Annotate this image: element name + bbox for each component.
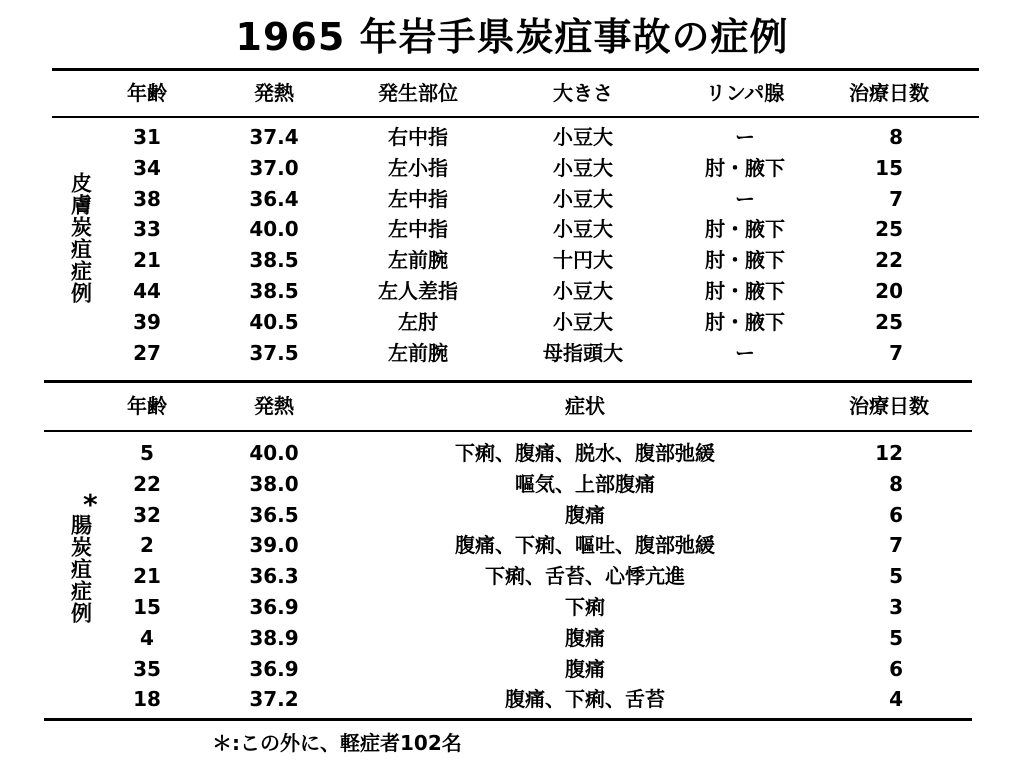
cell-treatment-days: 5 xyxy=(889,625,903,650)
cell-fever: 39.0 xyxy=(249,533,299,558)
header-symptoms: 症状 xyxy=(565,394,605,418)
cell-age: 44 xyxy=(133,279,161,303)
cell-age: 21 xyxy=(133,564,161,589)
cell-symptoms: 腹痛 xyxy=(565,656,605,681)
cell-fever: 37.5 xyxy=(249,340,299,365)
cell-age: 38 xyxy=(133,186,161,211)
cell-lymph: ー xyxy=(735,340,755,365)
cell-age: 5 xyxy=(140,441,154,465)
cell-size: 小豆大 xyxy=(553,309,613,334)
cell-fever: 40.0 xyxy=(249,441,299,465)
cell-treatment-days: 6 xyxy=(889,656,903,681)
cell-treatment-days: 7 xyxy=(889,186,903,211)
cell-symptoms: 腹痛 xyxy=(565,625,605,650)
header-age: 年齢 xyxy=(127,81,167,105)
header-site: 発生部位 xyxy=(378,81,458,105)
skin-group-label: 皮膚炭疽症例 xyxy=(68,172,93,304)
cell-size: 小豆大 xyxy=(553,279,613,303)
cell-site: 左前腕 xyxy=(388,248,448,273)
intestinal-group-label: 腸炭疽症例 xyxy=(68,514,93,624)
cell-treatment-days: 12 xyxy=(875,441,903,465)
cell-fever: 38.5 xyxy=(249,248,299,273)
cell-treatment-days: 7 xyxy=(889,533,903,558)
cell-lymph: 肘・腋下 xyxy=(705,248,785,273)
cell-symptoms: 下痢 xyxy=(565,595,605,619)
cell-age: 2 xyxy=(140,533,154,558)
cell-site: 左中指 xyxy=(388,217,448,242)
cell-fever: 36.4 xyxy=(249,186,299,211)
header-fever: 発熱 xyxy=(254,394,294,418)
cell-age: 35 xyxy=(133,656,161,681)
cell-treatment-days: 15 xyxy=(875,155,903,180)
cell-fever: 37.0 xyxy=(249,155,299,180)
cell-size: 母指頭大 xyxy=(543,340,623,365)
cell-lymph: 肘・腋下 xyxy=(705,279,785,303)
cell-site: 右中指 xyxy=(388,125,448,149)
cell-age: 18 xyxy=(133,687,161,712)
cell-age: 39 xyxy=(133,309,161,334)
cell-treatment-days: 8 xyxy=(889,471,903,496)
cell-fever: 37.4 xyxy=(249,125,299,149)
cell-size: 小豆大 xyxy=(553,125,613,149)
cell-size: 小豆大 xyxy=(553,217,613,242)
cell-age: 22 xyxy=(133,471,161,496)
cell-fever: 36.5 xyxy=(249,502,299,527)
cell-site: 左前腕 xyxy=(388,340,448,365)
cell-age: 33 xyxy=(133,217,161,242)
cell-size: 小豆大 xyxy=(553,186,613,211)
cell-lymph: 肘・腋下 xyxy=(705,155,785,180)
cell-fever: 38.9 xyxy=(249,625,299,650)
cell-site: 左人差指 xyxy=(378,279,458,303)
cell-treatment-days: 25 xyxy=(875,217,903,242)
header-size: 大きさ xyxy=(553,81,613,105)
cell-treatment-days: 25 xyxy=(875,309,903,334)
cell-size: 十円大 xyxy=(553,248,613,273)
asterisk-mark: * xyxy=(83,488,98,521)
cell-treatment-days: 3 xyxy=(889,595,903,619)
header-fever: 発熱 xyxy=(254,81,294,105)
cell-lymph: 肘・腋下 xyxy=(705,217,785,242)
cell-lymph: ー xyxy=(735,186,755,211)
cell-fever: 36.9 xyxy=(249,656,299,681)
cell-symptoms: 腹痛、下痢、嘔吐、腹部弛緩 xyxy=(455,533,715,558)
cell-fever: 36.9 xyxy=(249,595,299,619)
cell-lymph: 肘・腋下 xyxy=(705,309,785,334)
header-lymph: リンパ腺 xyxy=(705,81,785,105)
cell-age: 31 xyxy=(133,125,161,149)
cell-symptoms: 腹痛 xyxy=(565,502,605,527)
footnote: ＊:この外に、軽症者102名 xyxy=(212,731,462,755)
cell-fever: 40.5 xyxy=(249,309,299,334)
cell-treatment-days: 20 xyxy=(875,279,903,303)
cell-site: 左肘 xyxy=(398,309,438,334)
table-top-rule xyxy=(52,68,979,71)
cell-age: 32 xyxy=(133,502,161,527)
cell-symptoms: 腹痛、下痢、舌苔 xyxy=(505,687,665,712)
header-treatment-days: 治療日数 xyxy=(849,394,929,418)
cell-treatment-days: 22 xyxy=(875,248,903,273)
cell-treatment-days: 6 xyxy=(889,502,903,527)
cell-symptoms: 下痢、舌苔、心悸亢進 xyxy=(485,564,685,589)
section-divider-rule xyxy=(44,380,972,383)
cell-treatment-days: 5 xyxy=(889,564,903,589)
cell-age: 34 xyxy=(133,155,161,180)
page-title: 1965 年岩手県炭疽事故の症例 xyxy=(235,15,789,59)
cell-fever: 36.3 xyxy=(249,564,299,589)
cell-age: 4 xyxy=(140,625,154,650)
cell-symptoms: 下痢、腹痛、脱水、腹部弛緩 xyxy=(455,441,715,465)
cell-age: 27 xyxy=(133,340,161,365)
cell-treatment-days: 7 xyxy=(889,340,903,365)
cell-fever: 38.0 xyxy=(249,471,299,496)
cell-age: 21 xyxy=(133,248,161,273)
cell-fever: 38.5 xyxy=(249,279,299,303)
cell-site: 左小指 xyxy=(388,155,448,180)
header-treatment-days: 治療日数 xyxy=(849,81,929,105)
cell-lymph: ー xyxy=(735,125,755,149)
cell-treatment-days: 4 xyxy=(889,687,903,712)
cell-site: 左中指 xyxy=(388,186,448,211)
cell-size: 小豆大 xyxy=(553,155,613,180)
skin-header-rule xyxy=(52,116,979,118)
cell-age: 15 xyxy=(133,595,161,619)
cell-treatment-days: 8 xyxy=(889,125,903,149)
table-bottom-rule xyxy=(44,718,972,721)
intestinal-header-rule xyxy=(44,430,972,432)
cell-fever: 40.0 xyxy=(249,217,299,242)
cell-fever: 37.2 xyxy=(249,687,299,712)
header-age: 年齢 xyxy=(127,394,167,418)
cell-symptoms: 嘔気、上部腹痛 xyxy=(515,471,655,496)
